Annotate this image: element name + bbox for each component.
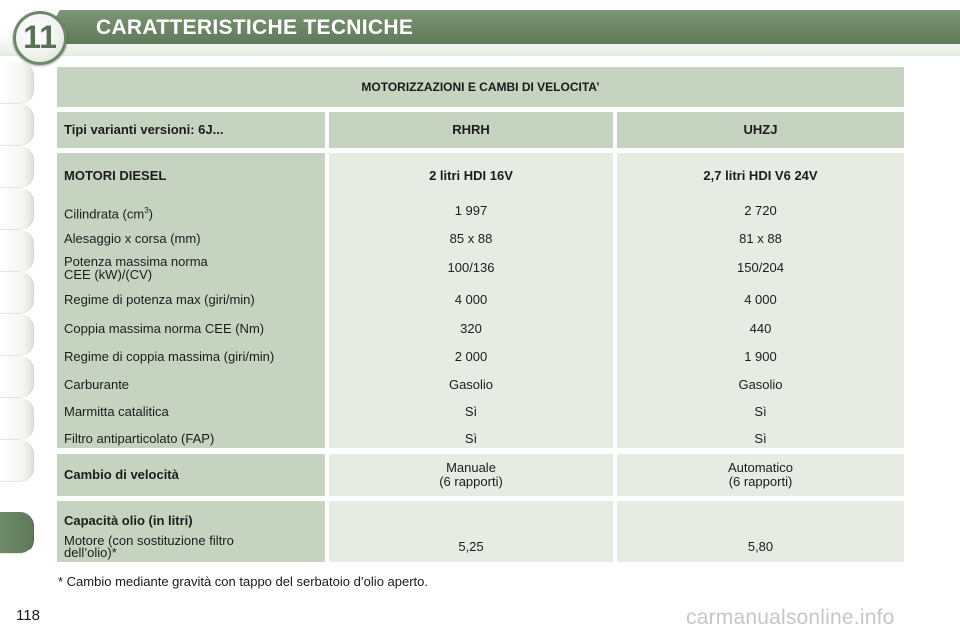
table-cell: 4 000 (744, 292, 777, 307)
gearbox-row (57, 454, 904, 496)
spec-label-power-line1: Potenza massima norma (64, 254, 208, 269)
table-cell: 150/204 (737, 260, 784, 275)
page-title: CARATTERISTICHE TECNICHE (96, 16, 414, 39)
engines-header-label: MOTORI DIESEL (64, 168, 167, 183)
chapter-tab[interactable] (0, 146, 34, 188)
table-cell: Sì (464, 431, 478, 446)
oil-capacity-row (57, 501, 904, 562)
chapter-tab[interactable] (0, 356, 34, 398)
chapter-tab[interactable] (0, 230, 34, 272)
oil-rhrh: 5,25 (458, 539, 484, 554)
table-cell: 100/136 (447, 260, 495, 275)
spec-label-fap: Filtro antiparticolato (FAP) (64, 431, 215, 446)
spec-label-torque-rpm: Regime di coppia massima (giri/min) (64, 349, 275, 364)
chapter-tab[interactable] (0, 62, 34, 104)
table-cell: 1 997 (454, 203, 488, 218)
page-number: 118 (16, 607, 40, 624)
versions-row (57, 112, 904, 148)
table-cell: 1 900 (744, 349, 777, 364)
table-cell: Gasolio (738, 377, 783, 392)
spec-label-bore-stroke: Alesaggio x corsa (mm) (64, 231, 201, 246)
table-cell: 81 x 88 (739, 231, 782, 246)
table-cell: Sì (754, 431, 767, 446)
version-rhrh: RHRH (329, 112, 613, 148)
table-cell: 2 720 (744, 203, 777, 218)
versions-label: Tipi varianti versioni: 6J... (64, 122, 224, 137)
spec-label-catalytic: Marmitta catalitica (64, 404, 169, 419)
engine-block (57, 153, 904, 448)
spec-label-power-rpm: Regime di potenza max (giri/min) (64, 292, 255, 307)
chapter-tab-active[interactable] (0, 512, 34, 554)
chapter-tab[interactable] (0, 104, 34, 146)
table-cell: 440 (749, 321, 772, 336)
chapter-tab[interactable] (0, 440, 34, 482)
gearbox-uhzj-line2: (6 rapporti) (728, 474, 793, 489)
table-title-row (57, 67, 904, 107)
spec-label-displacement: Cilindrata $(cm^3)$ (64, 206, 153, 222)
chapter-tab[interactable] (0, 188, 34, 230)
oil-uhzj: 5,80 (747, 539, 774, 554)
spec-label-torque: Coppia massima norma CEE (Nm) (64, 321, 265, 336)
chapter-tabs (0, 62, 36, 582)
engine-uhzj: 2,7 litri HDI V6 24V (703, 168, 818, 183)
table-cell: Sì (464, 404, 478, 419)
chapter-tab[interactable] (0, 314, 34, 356)
chapter-tab[interactable] (0, 272, 34, 314)
table-cell: 4 000 (454, 292, 488, 307)
table-cell: 2 000 (454, 349, 488, 364)
spec-label-fuel: Carburante (64, 377, 130, 392)
table-title: MOTORIZZAZIONI E CAMBI DI VELOCITA’ (361, 80, 600, 94)
gearbox-label: Cambio di velocità (64, 467, 179, 482)
chapter-number-badge[interactable]: 11 (13, 11, 67, 65)
table-cell: 85 x 88 (449, 231, 493, 246)
version-uhzj: UHZJ (617, 112, 904, 148)
engine-rhrh: 2 litri HDI 16V (429, 168, 513, 183)
table-cell: Gasolio (448, 377, 494, 392)
watermark: carmanualsonline.info (686, 606, 895, 629)
oil-capacity-label: Capacità olio (in litri) (64, 513, 193, 528)
footnote: * Cambio mediante gravità con tappo del serbatoio d’olio aperto. (58, 574, 429, 589)
gearbox-rhrh-line2: (6 rapporti) (439, 474, 503, 489)
table-cell: 320 (460, 321, 482, 336)
spec-label-power-line2: CEE (kW)/(CV) (64, 267, 153, 282)
gearbox-uhzj-line1: Automatico (727, 460, 794, 475)
oil-sub-label-line2: dell’olio)* (64, 545, 117, 560)
chapter-tab[interactable] (0, 398, 34, 440)
oil-sub-label-line1: Motore (con sostituzione filtro (64, 533, 234, 548)
table-cell: Sì (754, 404, 767, 419)
gearbox-rhrh-line1: Manuale (446, 460, 496, 475)
